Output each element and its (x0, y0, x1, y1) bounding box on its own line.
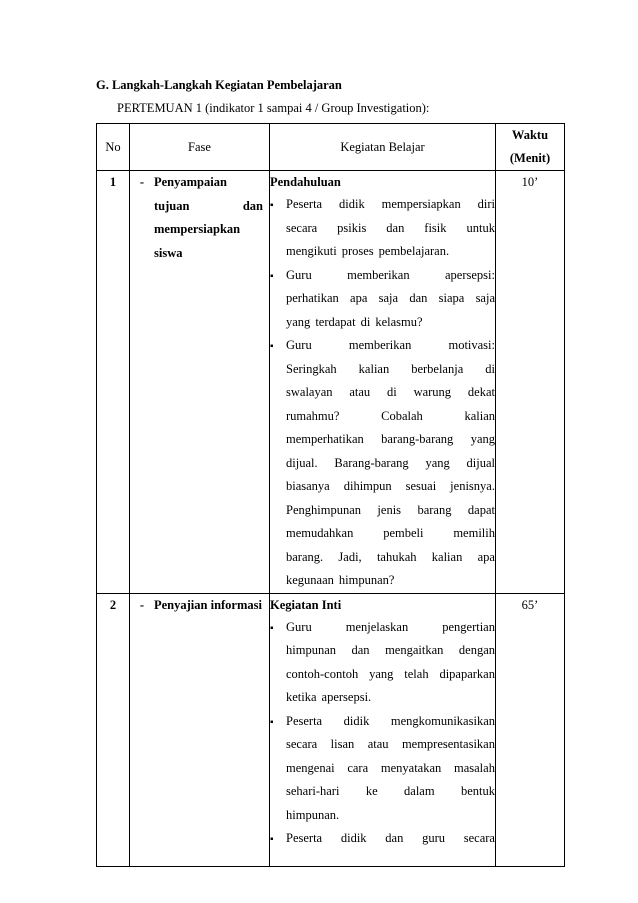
item-line: kegunaan himpunan? (286, 573, 395, 587)
fase-cell (130, 171, 270, 594)
table-header-row (97, 124, 565, 171)
list-item (270, 193, 495, 264)
item-line: secara psikis dan fisik untuk (286, 220, 495, 235)
table-row (97, 171, 565, 594)
section-heading: G. Langkah-Langkah Kegiatan Pembelajaran (96, 78, 342, 92)
fase-line: tujuan dan (154, 198, 263, 213)
kegiatan-cell (270, 171, 496, 594)
item-line: dijual. Barang-barang yang dijual (286, 455, 495, 470)
header-waktu-line2: (Menit) (509, 151, 551, 165)
list-item (270, 827, 495, 852)
item-line: sehari-hari ke dalam bentuk (286, 784, 495, 798)
item-line: Peserta didik mempersiapkan diri (286, 197, 495, 211)
waktu-cell: 10’ (496, 171, 565, 594)
item-line: memperhatikan barang-barang yang (286, 432, 495, 446)
fase-dash: - (139, 175, 145, 189)
kegiatan-title: Pendahuluan (270, 175, 341, 189)
item-line: swalayan atau di warung dekat (286, 385, 495, 399)
header-no: No (97, 124, 130, 171)
item-line: Guru menjelaskan pengertian (286, 619, 495, 634)
kegiatan-title: Kegiatan Inti (270, 597, 342, 612)
fase-line: Penyampaian (154, 175, 227, 189)
item-line: Penghimpunan jenis barang dapat (286, 502, 495, 517)
item-line: himpunan dan mengaitkan dengan (286, 643, 495, 657)
item-line: barang. Jadi, tahukah kalian apa (286, 549, 495, 564)
list-item (270, 616, 495, 710)
item-line: Guru memberikan motivasi: (286, 338, 495, 352)
header-kegiatan: Kegiatan Belajar (270, 124, 496, 171)
square-bullet-icon: ▪ (270, 200, 274, 211)
item-line: ketika apersepsi. (286, 690, 372, 704)
header-waktu-line1: Waktu (511, 128, 549, 142)
item-line: Peserta didik dan guru secara (286, 831, 495, 845)
item-line: Guru memberikan apersepsi: (286, 267, 495, 282)
list-item (270, 334, 495, 593)
waktu-cell: 65’ (496, 593, 565, 866)
item-line: secara lisan atau mempresentasikan (286, 737, 495, 751)
list-item (270, 710, 495, 828)
square-bullet-icon: ▪ (270, 341, 274, 352)
item-line: memudahkan pembeli memilih (286, 526, 495, 540)
item-line: Peserta didik mengkomunikasikan (286, 713, 495, 728)
meeting-subheading: PERTEMUAN 1 (indikator 1 sampai 4 / Group Investigation): (117, 101, 430, 115)
item-line: perhatikan apa saja dan siapa saja (286, 291, 495, 305)
fase-cell (130, 593, 270, 866)
header-fase: Fase (130, 124, 270, 171)
item-line: mengenai cara menyatakan masalah (286, 760, 495, 775)
item-line: contoh-contoh yang telah dipaparkan (286, 666, 495, 681)
square-bullet-icon: ▪ (270, 270, 274, 282)
fase-line: mempersiapkan (154, 222, 241, 236)
item-line: Seringkah kalian berbelanja di (286, 361, 495, 376)
learning-activities-table (96, 123, 565, 867)
row-number: 2 (97, 593, 130, 866)
fase-line: siswa (154, 245, 183, 260)
header-waktu (496, 124, 565, 171)
item-line: rumahmu? Cobalah kalian (286, 408, 495, 423)
item-line: biasanya dihimpun sesuai jenisnya. (286, 479, 495, 493)
row-number: 1 (97, 171, 130, 594)
table-row (97, 593, 565, 866)
square-bullet-icon: ▪ (270, 716, 274, 728)
fase-dash: - (139, 597, 145, 612)
item-line: mengikuti proses pembelajaran. (286, 244, 450, 258)
square-bullet-icon: ▪ (270, 834, 274, 845)
list-item (270, 264, 495, 335)
item-line: yang terdapat di kelasmu? (286, 314, 423, 329)
kegiatan-cell (270, 593, 496, 866)
square-bullet-icon: ▪ (270, 622, 274, 634)
fase-line: Penyajian informasi (154, 597, 262, 612)
item-line: himpunan. (286, 807, 340, 822)
